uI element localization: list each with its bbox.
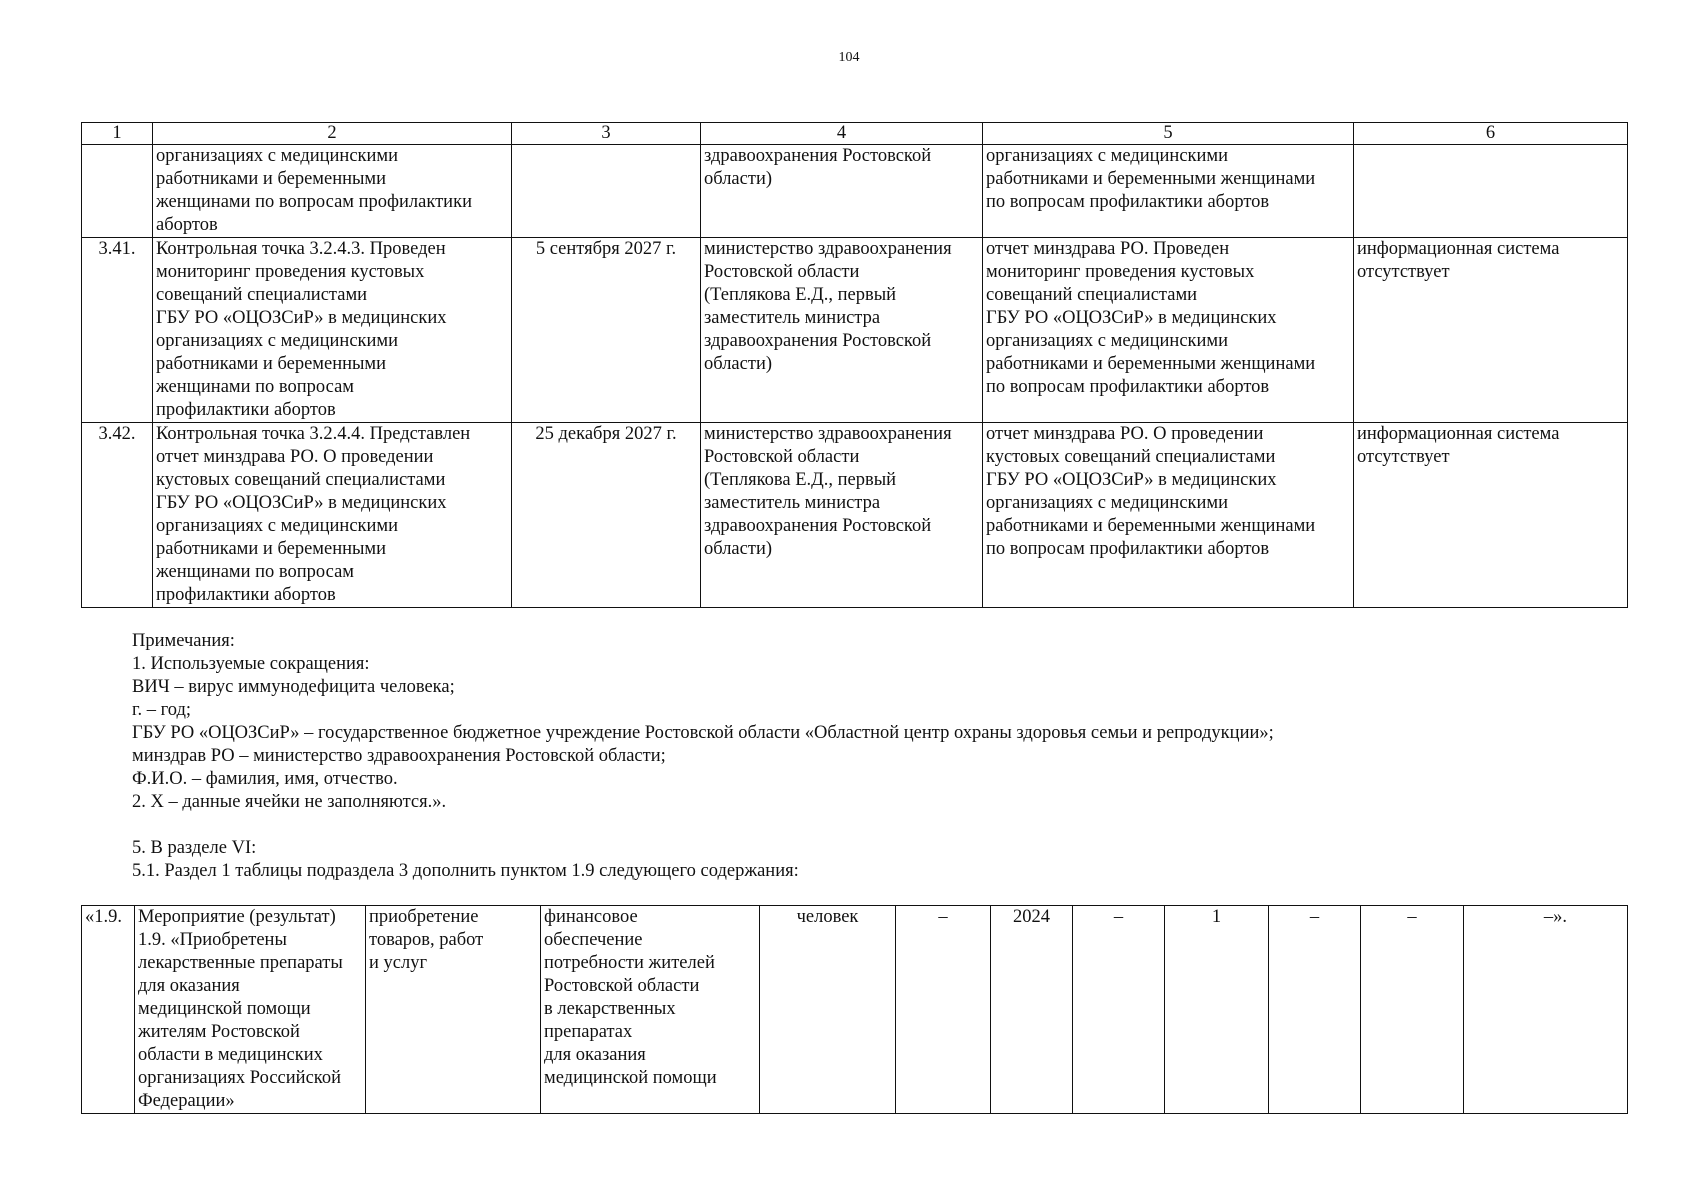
amend-type: приобретение товаров, работ и услуг — [366, 906, 541, 1114]
amend-value: – — [896, 906, 991, 1114]
table-row — [82, 423, 1628, 608]
amend-value: – — [1361, 906, 1464, 1114]
note-spacer — [132, 814, 1612, 837]
row-number: 3.41. — [82, 238, 153, 423]
row-responsible: министерство здравоохранения Ростовской области (Теплякова Е.Д., первый заместитель министра здравоохранения Ростовской области) — [701, 423, 983, 608]
row-info-system: информационная система отсутствует — [1354, 238, 1628, 423]
row-info-system: информационная система отсутствует — [1354, 423, 1628, 608]
main-table — [81, 122, 1628, 608]
amend-event: Мероприятие (результат) 1.9. «Приобретены лекарственные препараты для оказания медицинской помощи жителям Ростовской области в медицинских организациях Российской Федерации» — [135, 906, 366, 1114]
section-instruction: 5.1. Раздел 1 таблицы подраздела 3 дополнить пунктом 1.9 следующего содержания: — [132, 861, 799, 881]
row-responsible: министерство здравоохранения Ростовской области (Теплякова Е.Д., первый заместитель министра здравоохранения Ростовской области) — [701, 238, 983, 423]
note-line: ВИЧ – вирус иммунодефицита человека; — [132, 677, 455, 697]
row-date: 5 сентября 2027 г. — [512, 238, 701, 423]
row-info-system — [1354, 145, 1628, 238]
row-result: организациях с медицинскими работниками и беременными женщинами по вопросам профилактики абортов — [983, 145, 1354, 238]
header-cell: 5 — [983, 123, 1354, 145]
row-responsible: здравоохранения Ростовской области) — [701, 145, 983, 238]
note-line: ГБУ РО «ОЦОЗСиР» – государственное бюджетное учреждение Ростовской области «Областной центр охраны здоровья семьи и репродукции»; — [132, 723, 1274, 743]
header-cell: 4 — [701, 123, 983, 145]
table-row — [82, 145, 1628, 238]
notes-title: Примечания: — [132, 631, 235, 651]
section-heading: 5. В разделе VI: — [132, 838, 257, 858]
amend-value: – — [1073, 906, 1165, 1114]
row-description: Контрольная точка 3.2.4.4. Представлен отчет минздрава РО. О проведении кустовых совещаний специалистами ГБУ РО «ОЦОЗСиР» в медицинских организациях с медицинскими работниками и беременными женщинами по вопросам профилактики абортов — [153, 423, 512, 608]
amend-value-last: –». — [1464, 906, 1628, 1114]
note-line: 2. Х – данные ячейки не заполняются.». — [132, 792, 447, 812]
header-cell: 2 — [153, 123, 512, 145]
row-date — [512, 145, 701, 238]
page-number: 104 — [838, 50, 860, 65]
row-date: 25 декабря 2027 г. — [512, 423, 701, 608]
amend-characteristic: финансовое обеспечение потребности жителей Ростовской области в лекарственных препаратах для оказания медицинской помощи — [541, 906, 760, 1114]
amend-value: – — [1269, 906, 1361, 1114]
row-description: организациях с медицинскими работниками и беременными женщинами по вопросам профилактики абортов — [153, 145, 512, 238]
amendment-row — [82, 906, 1628, 1114]
table-header-row — [82, 123, 1628, 145]
note-line: Ф.И.О. – фамилия, имя, отчество. — [132, 769, 398, 789]
amend-unit: человек — [760, 906, 896, 1114]
note-line: г. – год; — [132, 700, 192, 720]
row-result: отчет минздрава РО. О проведении кустовых совещаний специалистами ГБУ РО «ОЦОЗСиР» в медицинских организациях с медицинскими работниками и беременными женщинами по вопросам профилактики абортов — [983, 423, 1354, 608]
note-line: 1. Используемые сокращения: — [132, 654, 370, 674]
note-line: минздрав РО – министерство здравоохранения Ростовской области; — [132, 746, 666, 766]
notes-section — [132, 630, 1612, 883]
row-result: отчет минздрава РО. Проведен мониторинг проведения кустовых совещаний специалистами ГБУ РО «ОЦОЗСиР» в медицинских организациях с медицинскими работниками и беременными женщинами по вопросам профилактики абортов — [983, 238, 1354, 423]
row-number: 3.42. — [82, 423, 153, 608]
amendment-table — [81, 905, 1628, 1114]
header-cell: 3 — [512, 123, 701, 145]
amend-value: 1 — [1165, 906, 1269, 1114]
amend-number: «1.9. — [82, 906, 135, 1114]
table-row — [82, 238, 1628, 423]
row-number — [82, 145, 153, 238]
header-cell: 1 — [82, 123, 153, 145]
amend-year: 2024 — [991, 906, 1073, 1114]
header-cell: 6 — [1354, 123, 1628, 145]
row-description: Контрольная точка 3.2.4.3. Проведен мониторинг проведения кустовых совещаний специалистами ГБУ РО «ОЦОЗСиР» в медицинских организациях с медицинскими работниками и беременными женщинами по вопросам профилактики абортов — [153, 238, 512, 423]
